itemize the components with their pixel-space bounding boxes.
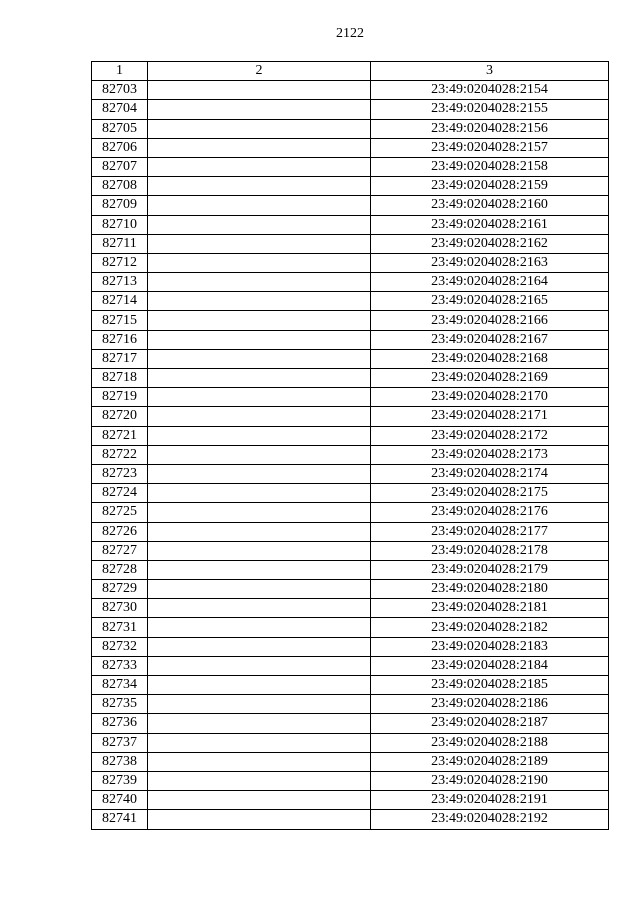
cadastral-number-cell: 23:49:0204028:2174 xyxy=(371,464,609,483)
page-number: 2122 xyxy=(336,26,364,41)
cadastral-number-cell: 23:49:0204028:2177 xyxy=(371,522,609,541)
empty-cell xyxy=(148,464,371,483)
cadastral-number-cell: 23:49:0204028:2190 xyxy=(371,771,609,790)
empty-cell xyxy=(148,157,371,176)
empty-cell xyxy=(148,676,371,695)
empty-cell xyxy=(148,407,371,426)
table-row xyxy=(92,388,609,407)
row-number-cell: 82712 xyxy=(92,253,148,272)
cadastral-number-cell: 23:49:0204028:2175 xyxy=(371,484,609,503)
table-row xyxy=(92,541,609,560)
empty-cell xyxy=(148,810,371,829)
table-row xyxy=(92,714,609,733)
cadastral-number-cell: 23:49:0204028:2192 xyxy=(371,810,609,829)
empty-cell xyxy=(148,234,371,253)
row-number-cell: 82737 xyxy=(92,733,148,752)
table-row xyxy=(92,599,609,618)
registry-table xyxy=(91,61,609,830)
empty-cell xyxy=(148,637,371,656)
cadastral-number-cell: 23:49:0204028:2189 xyxy=(371,752,609,771)
row-number-cell: 82735 xyxy=(92,695,148,714)
empty-cell xyxy=(148,752,371,771)
cadastral-number-cell: 23:49:0204028:2178 xyxy=(371,541,609,560)
table-row xyxy=(92,196,609,215)
cadastral-number-cell: 23:49:0204028:2156 xyxy=(371,119,609,138)
table-header xyxy=(92,62,609,81)
cadastral-number-cell: 23:49:0204028:2163 xyxy=(371,253,609,272)
table-row xyxy=(92,157,609,176)
row-number-cell: 82730 xyxy=(92,599,148,618)
table-row xyxy=(92,771,609,790)
cadastral-number-cell: 23:49:0204028:2172 xyxy=(371,426,609,445)
empty-cell xyxy=(148,484,371,503)
row-number-cell: 82708 xyxy=(92,177,148,196)
cadastral-number-cell: 23:49:0204028:2167 xyxy=(371,330,609,349)
row-number-cell: 82727 xyxy=(92,541,148,560)
cadastral-number-cell: 23:49:0204028:2166 xyxy=(371,311,609,330)
cadastral-number-cell: 23:49:0204028:2180 xyxy=(371,580,609,599)
empty-cell xyxy=(148,177,371,196)
table-row xyxy=(92,522,609,541)
empty-cell xyxy=(148,273,371,292)
cadastral-number-cell: 23:49:0204028:2183 xyxy=(371,637,609,656)
cadastral-number-cell: 23:49:0204028:2158 xyxy=(371,157,609,176)
row-number-cell: 82706 xyxy=(92,138,148,157)
row-number-cell: 82703 xyxy=(92,81,148,100)
table-row xyxy=(92,445,609,464)
table-row xyxy=(92,253,609,272)
cadastral-number-cell: 23:49:0204028:2165 xyxy=(371,292,609,311)
cadastral-number-cell: 23:49:0204028:2155 xyxy=(371,100,609,119)
table-row xyxy=(92,484,609,503)
row-number-cell: 82713 xyxy=(92,273,148,292)
cadastral-number-cell: 23:49:0204028:2187 xyxy=(371,714,609,733)
cadastral-number-cell: 23:49:0204028:2170 xyxy=(371,388,609,407)
table-row xyxy=(92,580,609,599)
row-number-cell: 82720 xyxy=(92,407,148,426)
row-number-cell: 82732 xyxy=(92,637,148,656)
row-number-cell: 82726 xyxy=(92,522,148,541)
row-number-cell: 82714 xyxy=(92,292,148,311)
table-row xyxy=(92,349,609,368)
empty-cell xyxy=(148,253,371,272)
table-row xyxy=(92,695,609,714)
table-row xyxy=(92,676,609,695)
empty-cell xyxy=(148,292,371,311)
table-row xyxy=(92,407,609,426)
row-number-cell: 82717 xyxy=(92,349,148,368)
empty-cell xyxy=(148,771,371,790)
table-row xyxy=(92,273,609,292)
table-row xyxy=(92,464,609,483)
empty-cell xyxy=(148,100,371,119)
empty-cell xyxy=(148,599,371,618)
column-header-2: 2 xyxy=(148,62,371,81)
table-row xyxy=(92,503,609,522)
empty-cell xyxy=(148,349,371,368)
row-number-cell: 82740 xyxy=(92,791,148,810)
row-number-cell: 82704 xyxy=(92,100,148,119)
header-row xyxy=(92,62,609,81)
cadastral-number-cell: 23:49:0204028:2162 xyxy=(371,234,609,253)
empty-cell xyxy=(148,445,371,464)
empty-cell xyxy=(148,330,371,349)
empty-cell xyxy=(148,714,371,733)
empty-cell xyxy=(148,618,371,637)
row-number-cell: 82736 xyxy=(92,714,148,733)
cadastral-number-cell: 23:49:0204028:2191 xyxy=(371,791,609,810)
row-number-cell: 82741 xyxy=(92,810,148,829)
cadastral-number-cell: 23:49:0204028:2159 xyxy=(371,177,609,196)
table-row xyxy=(92,791,609,810)
cadastral-number-cell: 23:49:0204028:2181 xyxy=(371,599,609,618)
table-row xyxy=(92,119,609,138)
cadastral-number-cell: 23:49:0204028:2168 xyxy=(371,349,609,368)
empty-cell xyxy=(148,119,371,138)
row-number-cell: 82723 xyxy=(92,464,148,483)
empty-cell xyxy=(148,311,371,330)
table-row xyxy=(92,810,609,829)
cadastral-number-cell: 23:49:0204028:2171 xyxy=(371,407,609,426)
row-number-cell: 82728 xyxy=(92,560,148,579)
table-row xyxy=(92,656,609,675)
table-row xyxy=(92,560,609,579)
empty-cell xyxy=(148,656,371,675)
cadastral-number-cell: 23:49:0204028:2185 xyxy=(371,676,609,695)
table-row xyxy=(92,138,609,157)
table-row xyxy=(92,752,609,771)
cadastral-number-cell: 23:49:0204028:2160 xyxy=(371,196,609,215)
cadastral-number-cell: 23:49:0204028:2169 xyxy=(371,369,609,388)
row-number-cell: 82731 xyxy=(92,618,148,637)
table-row xyxy=(92,330,609,349)
cadastral-number-cell: 23:49:0204028:2186 xyxy=(371,695,609,714)
row-number-cell: 82710 xyxy=(92,215,148,234)
table-row xyxy=(92,81,609,100)
table-row xyxy=(92,733,609,752)
empty-cell xyxy=(148,81,371,100)
empty-cell xyxy=(148,369,371,388)
empty-cell xyxy=(148,503,371,522)
row-number-cell: 82734 xyxy=(92,676,148,695)
table-row xyxy=(92,177,609,196)
row-number-cell: 82733 xyxy=(92,656,148,675)
empty-cell xyxy=(148,215,371,234)
empty-cell xyxy=(148,138,371,157)
row-number-cell: 82718 xyxy=(92,369,148,388)
empty-cell xyxy=(148,560,371,579)
table-row xyxy=(92,234,609,253)
row-number-cell: 82707 xyxy=(92,157,148,176)
row-number-cell: 82725 xyxy=(92,503,148,522)
cadastral-number-cell: 23:49:0204028:2176 xyxy=(371,503,609,522)
table-row xyxy=(92,637,609,656)
column-header-3: 3 xyxy=(371,62,609,81)
row-number-cell: 82729 xyxy=(92,580,148,599)
table-body xyxy=(92,81,609,829)
table-row xyxy=(92,100,609,119)
column-header-1: 1 xyxy=(92,62,148,81)
table-row xyxy=(92,618,609,637)
empty-cell xyxy=(148,196,371,215)
row-number-cell: 82709 xyxy=(92,196,148,215)
row-number-cell: 82721 xyxy=(92,426,148,445)
cadastral-number-cell: 23:49:0204028:2188 xyxy=(371,733,609,752)
empty-cell xyxy=(148,541,371,560)
row-number-cell: 82738 xyxy=(92,752,148,771)
cadastral-number-cell: 23:49:0204028:2154 xyxy=(371,81,609,100)
table-row xyxy=(92,292,609,311)
table-row xyxy=(92,426,609,445)
cadastral-number-cell: 23:49:0204028:2157 xyxy=(371,138,609,157)
empty-cell xyxy=(148,522,371,541)
row-number-cell: 82722 xyxy=(92,445,148,464)
row-number-cell: 82705 xyxy=(92,119,148,138)
row-number-cell: 82724 xyxy=(92,484,148,503)
empty-cell xyxy=(148,791,371,810)
row-number-cell: 82719 xyxy=(92,388,148,407)
cadastral-number-cell: 23:49:0204028:2164 xyxy=(371,273,609,292)
cadastral-number-cell: 23:49:0204028:2184 xyxy=(371,656,609,675)
empty-cell xyxy=(148,426,371,445)
table-row xyxy=(92,215,609,234)
row-number-cell: 82715 xyxy=(92,311,148,330)
row-number-cell: 82739 xyxy=(92,771,148,790)
table-row xyxy=(92,369,609,388)
empty-cell xyxy=(148,695,371,714)
empty-cell xyxy=(148,580,371,599)
empty-cell xyxy=(148,388,371,407)
cadastral-number-cell: 23:49:0204028:2179 xyxy=(371,560,609,579)
cadastral-number-cell: 23:49:0204028:2182 xyxy=(371,618,609,637)
cadastral-number-cell: 23:49:0204028:2161 xyxy=(371,215,609,234)
empty-cell xyxy=(148,733,371,752)
table-row xyxy=(92,311,609,330)
row-number-cell: 82716 xyxy=(92,330,148,349)
row-number-cell: 82711 xyxy=(92,234,148,253)
cadastral-number-cell: 23:49:0204028:2173 xyxy=(371,445,609,464)
